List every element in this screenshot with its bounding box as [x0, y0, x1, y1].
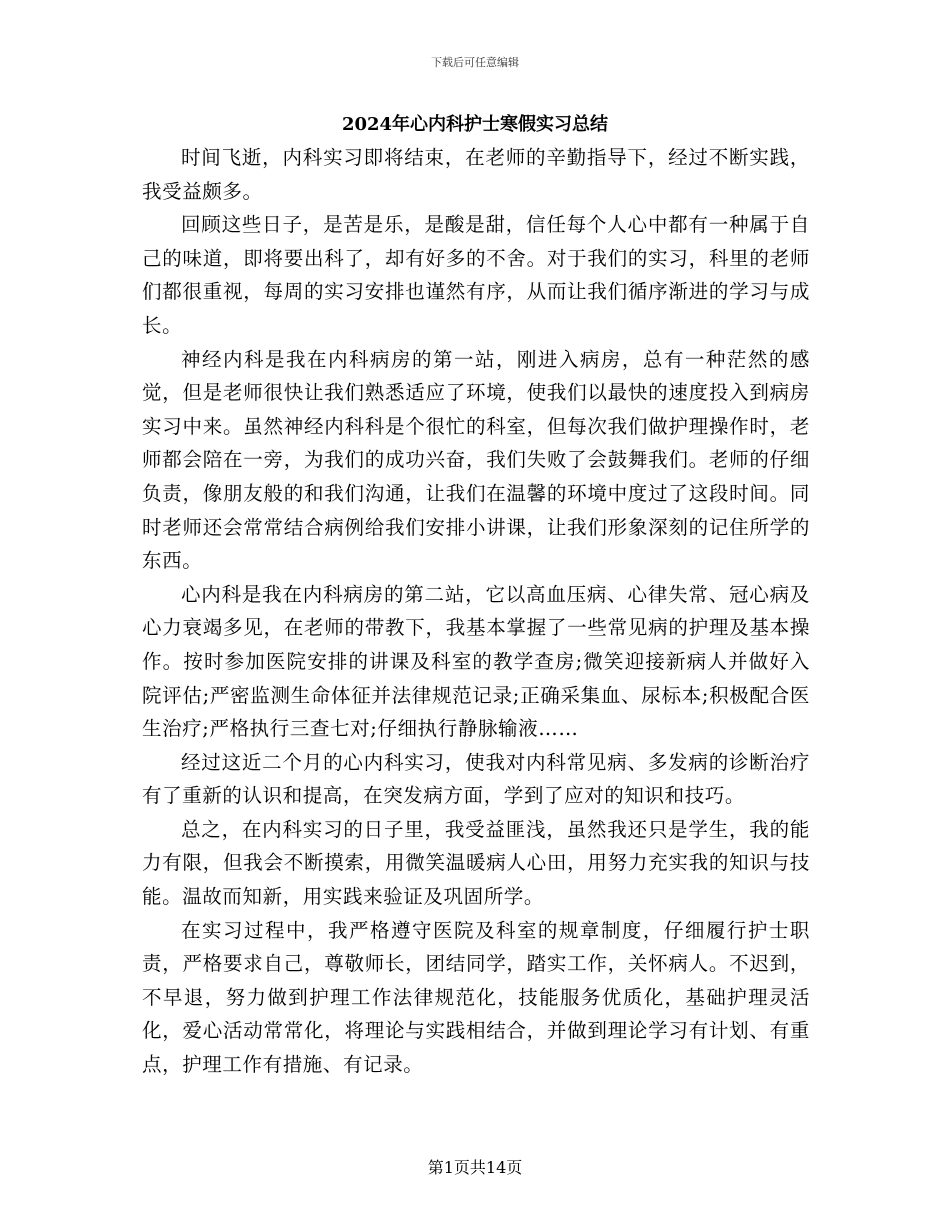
paragraph-2: 回顾这些日子，是苦是乐，是酸是甜，信任每个人心中都有一种属于自己的味道，即将要出科了，却有好多的不舍。对于我们的实习，科里的老师们都很重视，每周的实习安排也谨然有序，从而让我们循序渐进的学习与成长。 [142, 213, 810, 337]
document-body [142, 141, 810, 1082]
paragraph-3: 神经内科是我在内科病房的第一站，刚进入病房，总有一种茫然的感觉，但是老师很快让我们熟悉适应了环境，使我们以最快的速度投入到病房实习中来。虽然神经内科科是个很忙的科室，但每次我们做护理操作时，老师都会陪在一旁，为我们的成功兴奋，我们失败了会鼓舞我们。老师的仔细负责，像朋友般的和我们沟通，让我们在温馨的环境中度过了这段时间。同时老师还会常常结合病例给我们安排小讲课，让我们形象深刻的记住所学的东西。 [142, 347, 810, 573]
paragraph-1: 时间飞逝，内科实习即将结束，在老师的辛勤指导下，经过不断实践，我受益颇多。 [142, 146, 810, 203]
header-note: 下载后可任意编辑 [431, 56, 519, 69]
paragraph-7: 在实习过程中，我严格遵守医院及科室的规章制度，仔细履行护士职责，严格要求自己，尊敬师长，团结同学，踏实工作，关怀病人。不迟到，不早退，努力做到护理工作法律规范化，技能服务优质化，基础护理灵活化，爱心活动常常化，将理论与实践相结合，并做到理论学习有计划、有重点，护理工作有措施、有记录。 [142, 918, 810, 1077]
paragraph-6: 总之，在内科实习的日子里，我受益匪浅，虽然我还只是学生，我的能力有限，但我会不断摸索，用微笑温暖病人心田，用努力充实我的知识与技能。温故而知新，用实践来验证及巩固所学。 [142, 817, 810, 909]
page-footer: 第1页共14页 [427, 1158, 523, 1177]
paragraph-5: 经过这近二个月的心内科实习，使我对内科常见病、多发病的诊断治疗有了重新的认识和提高，在突发病方面，学到了应对的知识和技巧。 [142, 750, 810, 808]
document-title: 2024年心内科护士寒假实习总结 [341, 114, 609, 135]
paragraph-4: 心内科是我在内科病房的第二站，它以高血压病、心律失常、冠心病及心力衰竭多见，在老师的带教下，我基本掌握了一些常见病的护理及基本操作。按时参加医院安排的讲课及科室的教学查房;微笑迎接新病人并做好入院评估;严密监测生命体征并法律规范记录;正确采集血、尿标本;积极配合医生治疗;严格执行三查七对;仔细执行静脉输液…… [142, 582, 810, 741]
